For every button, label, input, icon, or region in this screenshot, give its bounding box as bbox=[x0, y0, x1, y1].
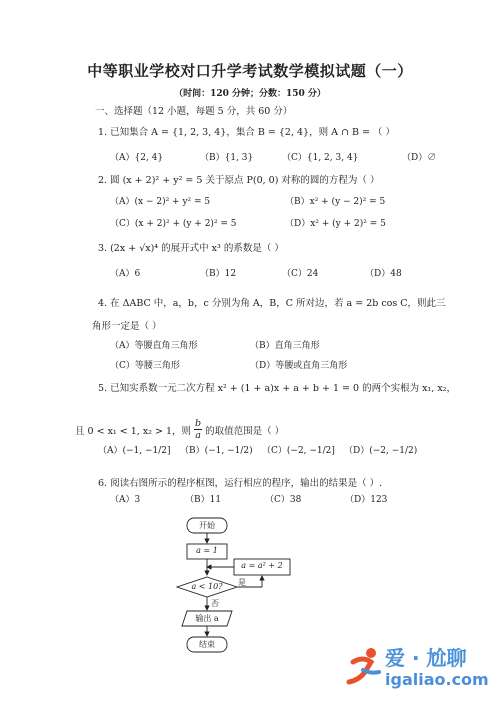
q1-option-b: （B）{1, 3} bbox=[200, 153, 254, 163]
q4-option-d: （D）等腰或直角三角形 bbox=[250, 361, 348, 371]
q4-option-b: （B）直角三角形 bbox=[250, 341, 320, 351]
q6-option-b: （B）11 bbox=[185, 495, 222, 505]
section-heading: 一、选择题（12 小题，每题 5 分，共 60 分） bbox=[95, 106, 293, 117]
flowchart-yes-label: 是 bbox=[238, 578, 246, 587]
q1-option-c: （C）{1, 2, 3, 4} bbox=[282, 153, 359, 163]
q6-option-d: （D）123 bbox=[345, 495, 388, 505]
flowchart-end-label: 结束 bbox=[199, 640, 215, 649]
q2-option-a: （A）(x − 2)² + y² = 5 bbox=[110, 197, 211, 207]
q2-option-c: （C）(x + 2)² + (y + 2)² = 5 bbox=[110, 219, 237, 229]
question-2-stem: 2. 圆 (x + 2)² + y² = 5 关于原点 P(0, 0) 对称的圆的方程为（ ） bbox=[98, 175, 380, 186]
q4-option-c: （C）等腰三角形 bbox=[110, 361, 180, 371]
q5-fraction-numerator: b bbox=[195, 418, 202, 429]
exam-subtitle: （时间：120 分钟；分数：150 分） bbox=[174, 89, 326, 99]
q6-option-a: （A）3 bbox=[110, 495, 141, 505]
q1-option-a: （A）{2, 4} bbox=[110, 153, 164, 163]
q3-option-c: （C）24 bbox=[282, 269, 319, 279]
watermark-brand: 爱 · 尬聊 bbox=[385, 646, 467, 670]
q3-option-d: （D）48 bbox=[365, 269, 402, 279]
flowchart-output-label: 输出 a bbox=[195, 614, 219, 623]
q5-condition: 且 0 < x₁ < 1, x₂ > 1，则 bbox=[75, 425, 192, 437]
q5-fraction-denominator: a bbox=[195, 430, 201, 441]
question-5-stem-line2 bbox=[75, 418, 284, 441]
question-4-stem-line1: 4. 在 ΔABC 中，a，b，c 分别为角 A，B，C 所对边，若 a = 2b cos C，则此三 bbox=[98, 298, 446, 309]
question-5-stem-line1: 5. 已知实系数一元二次方程 x² + (1 + a)x + a + b + 1 = 0 的两个实根为 x₁, x₂， bbox=[98, 383, 456, 394]
q6-option-c: （C）38 bbox=[265, 495, 302, 505]
exam-title: 中等职业学校对口升学考试数学模拟试题（一） bbox=[87, 62, 413, 80]
q5-question: 的取值范围是（ ） bbox=[205, 425, 285, 437]
flowchart-start-label: 开始 bbox=[199, 521, 215, 530]
question-1-stem: 1. 已知集合 A = {1, 2, 3, 4}，集合 B = {2, 4}，则 A ∩ B = （ ） bbox=[98, 127, 395, 138]
q3-option-b: （B）12 bbox=[200, 269, 237, 279]
runner-logo-icon bbox=[345, 646, 383, 686]
q5-option-a: （A）(−1, −1/2] bbox=[98, 446, 171, 456]
q2-option-d: （D）x² + (y + 2)² = 5 bbox=[285, 219, 386, 229]
q4-option-a: （A）等腰直角三角形 bbox=[110, 341, 198, 351]
program-flowchart bbox=[160, 515, 300, 665]
q5-fraction bbox=[194, 418, 202, 441]
watermark bbox=[345, 638, 495, 698]
q5-option-b: （B）(−1, −1/2) bbox=[180, 446, 253, 456]
q3-option-a: （A）6 bbox=[110, 269, 141, 279]
q5-option-d: （D）(−2, −1/2) bbox=[344, 446, 418, 456]
q5-option-c: （C）(−2, −1/2] bbox=[262, 446, 335, 456]
flowchart-no-label: 否 bbox=[211, 599, 219, 608]
flowchart-init-label: a = 1 bbox=[196, 546, 218, 555]
question-4-stem-line2: 角形一定是（ ） bbox=[92, 321, 162, 332]
q1-option-d: （D）∅ bbox=[402, 153, 437, 163]
question-6-stem: 6. 阅读右图所示的程序框图，运行相应的程序，输出的结果是（ ）. bbox=[98, 478, 383, 489]
watermark-url: igaliao.com bbox=[385, 670, 489, 689]
question-3-stem: 3. (2x + √x)⁴ 的展开式中 x³ 的系数是（ ） bbox=[98, 243, 284, 254]
q2-option-b: （B）x² + (y − 2)² = 5 bbox=[285, 197, 386, 207]
flowchart-condition-label: a < 10? bbox=[191, 582, 223, 591]
flowchart-update-label: a = a² + 2 bbox=[241, 561, 283, 570]
